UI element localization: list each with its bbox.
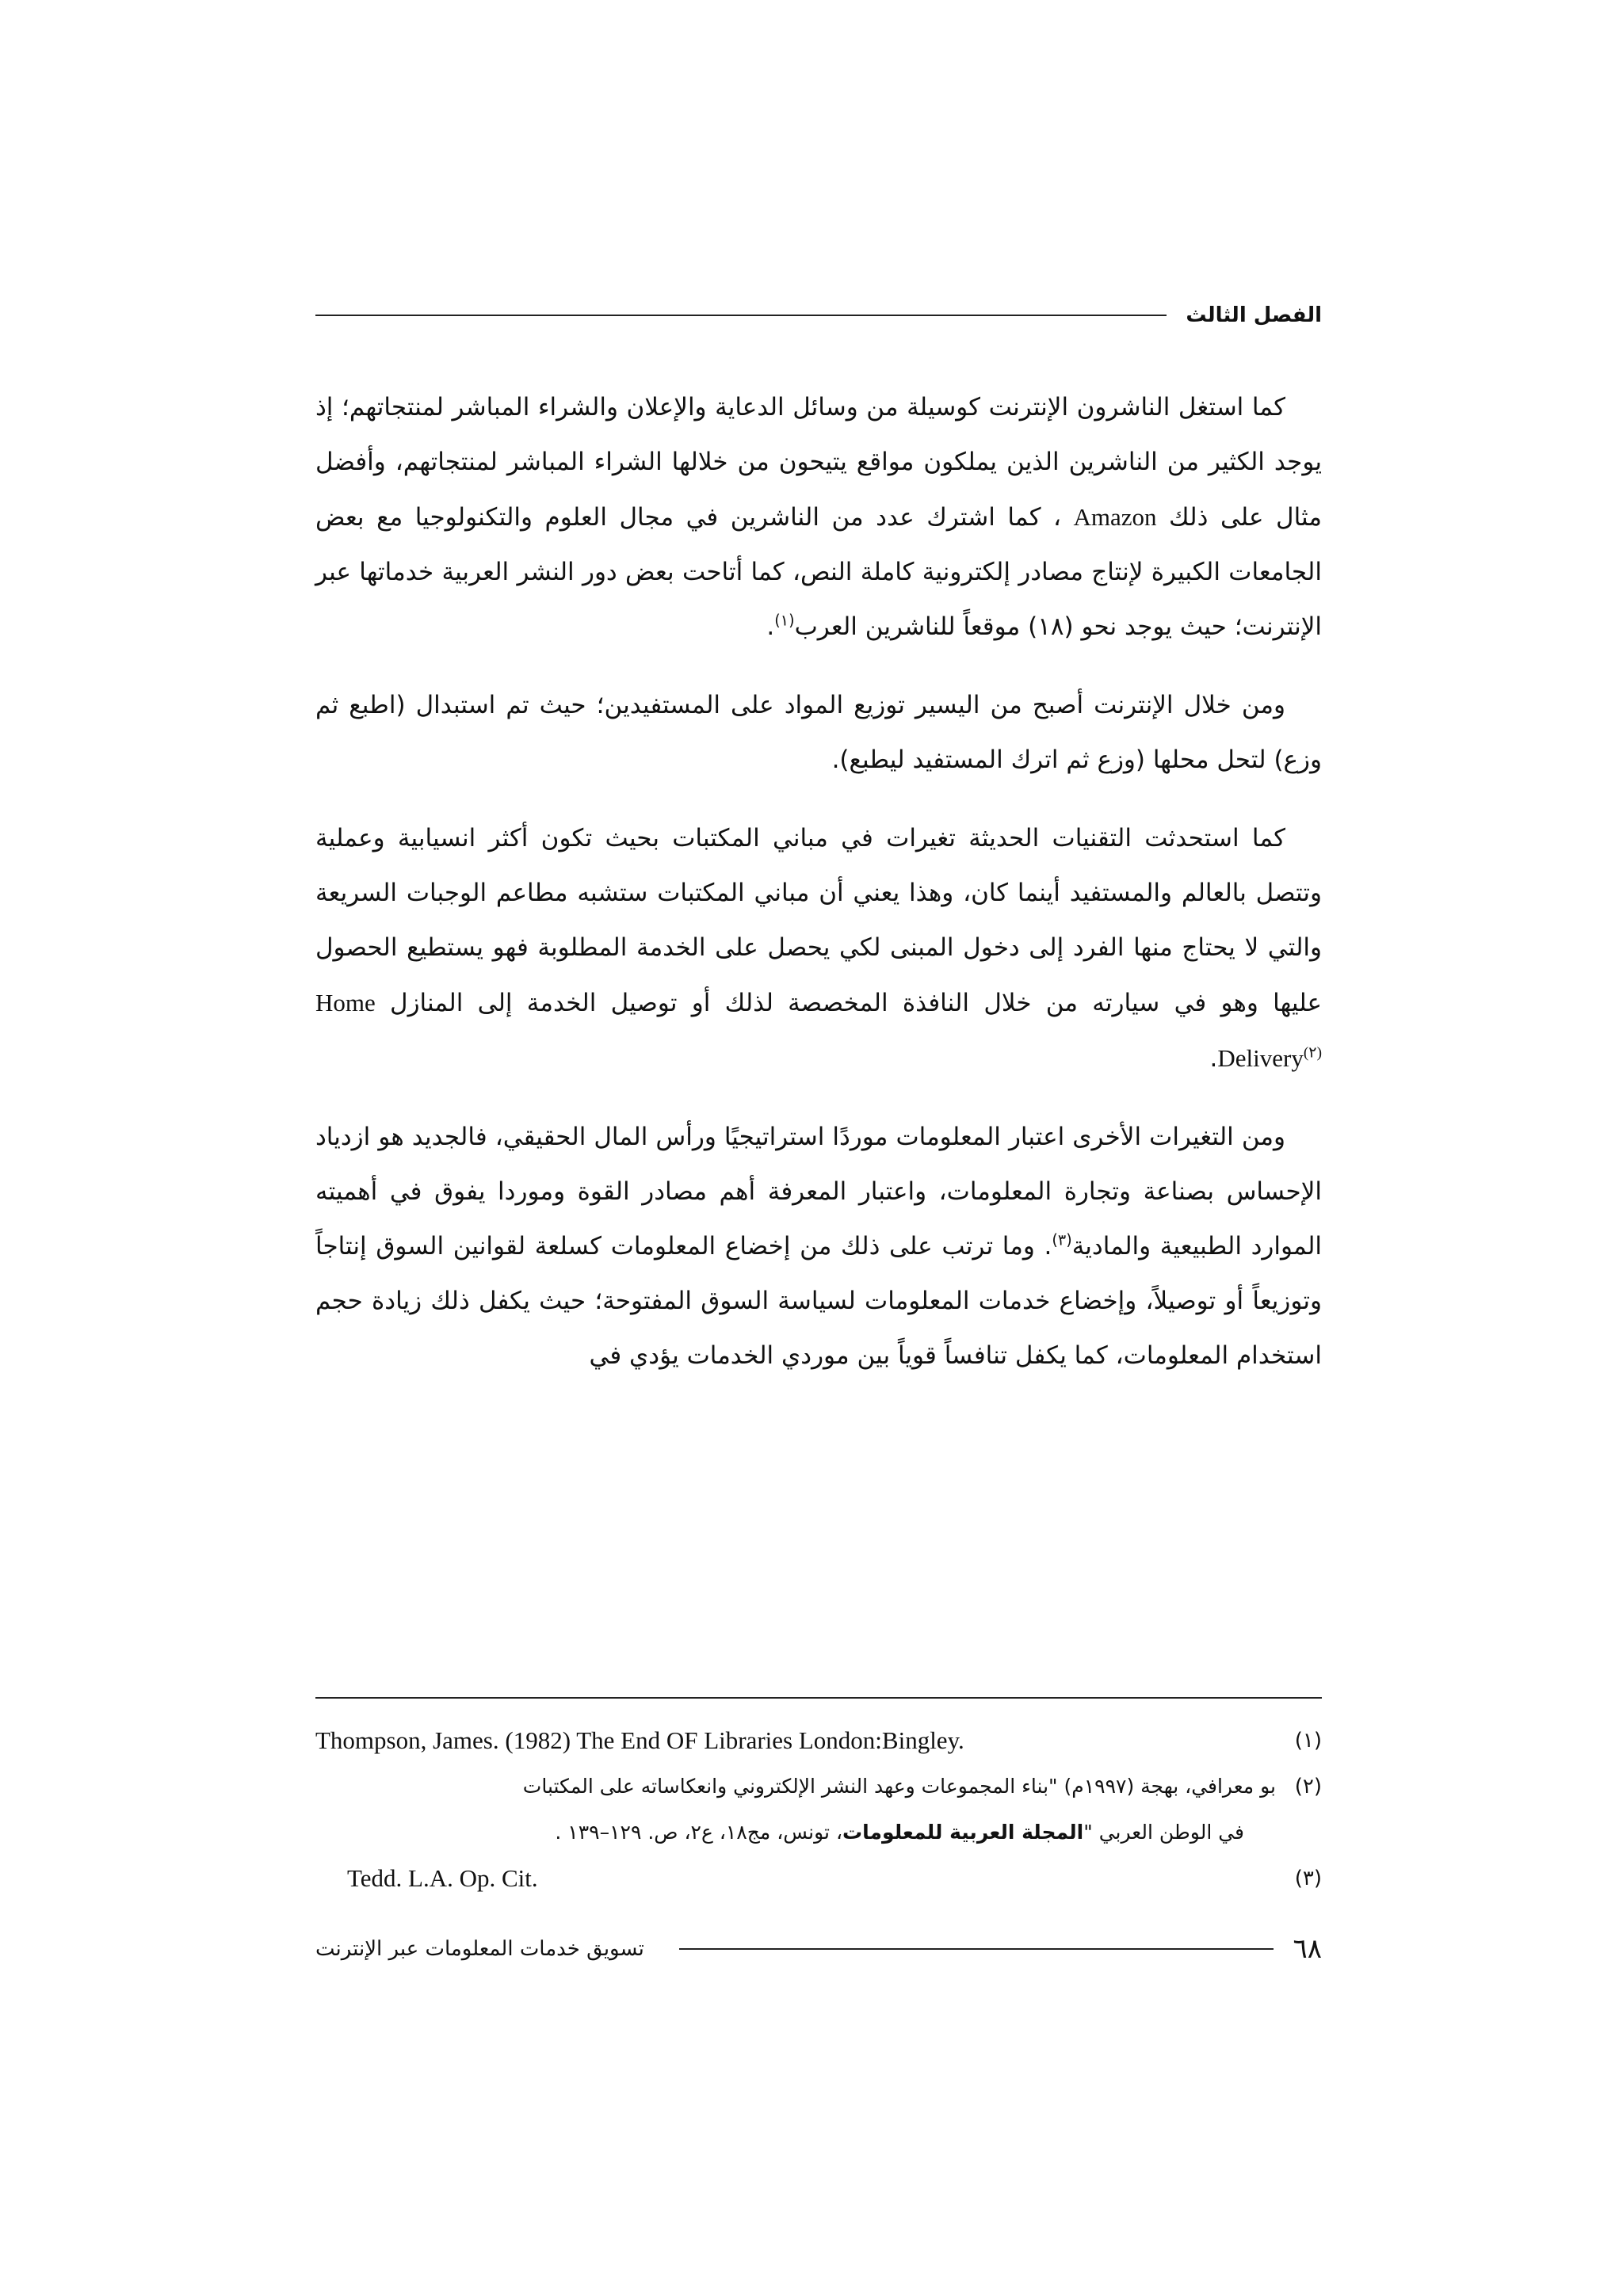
page-number: ٦٨ (1293, 1933, 1322, 1965)
paragraph-1-text-a: كما استغل الناشرون الإنترنت كوسيلة من وسائل الدعاية والإعلان والشراء المباشر لمنتجاتهم؛ إذ يوجد الكثير من الناشرين الذين يملكون مواقع يتيحون من خلالها الشراء المباشر لمنتجاتهم، وأفضل مثال على ذلك (315, 393, 1322, 532)
footnote-ref-1: (١) (774, 611, 795, 630)
paragraph-1 (315, 380, 1322, 654)
home-delivery-label: Home Delivery (315, 989, 1304, 1072)
paragraph-1-text-b: ، كما اشترك عدد من الناشرين في مجال العلوم والتكنولوجيا مع بعض الجامعات الكبيرة لإنتاج مصادر إلكترونية كاملة النص، كما أتاحت بعض دور النشر العربية خدماتها عبر الإنترنت؛ حيث يوجد نحو (١٨) موقعاً للناشرين العرب (315, 503, 1322, 641)
paragraph-4-text-b: . وما ترتب على ذلك من إخضاع المعلومات كسلعة لقوانين السوق إنتاجاً وتوزيعاً أو توصيلاً، وإخضاع خدمات المعلومات لسياسة السوق المفتوحة؛ حيث يكفل ذلك زيادة حجم استخدام المعلومات، كما يكفل تنافساً قوياً بين موردي الخدمات يؤدي في (315, 1232, 1322, 1370)
footnote-1-text: Thompson, James. (1982) The End OF Libraries London:Bingley. (315, 1726, 964, 1754)
footnote-3-text: Tedd. L.A. Op. Cit. (347, 1864, 538, 1892)
footnote-ref-2: (٢) (1303, 1044, 1322, 1062)
paragraph-3 (315, 811, 1322, 1086)
body-text (315, 380, 1322, 1383)
amazon-term: Amazon (1073, 503, 1157, 531)
footnote-1-number: (١) (1294, 1729, 1322, 1753)
footnote-2-post: ، تونس، مج١٨، ع٢، ص. ١٢٩–١٣٩ . (555, 1821, 843, 1844)
footnote-1 (315, 1718, 1322, 1764)
footnote-2-number: (٢) (1294, 1775, 1322, 1798)
footnote-2-pre: في الوطن العربي " (1083, 1821, 1244, 1844)
footnote-3-number: (٣) (1294, 1867, 1322, 1890)
footnote-2-line-1: بو معرافي، بهجة (١٩٩٧م) "بناء المجموعات وعهد النشر الإلكتروني وانعكاساته على المكتبات (522, 1775, 1276, 1798)
footnote-ref-3: (٣) (1052, 1230, 1072, 1249)
paragraph-1-end: . (766, 612, 775, 641)
journal-title: المجلة العربية للمعلومات (842, 1821, 1084, 1844)
running-footer (315, 1933, 1322, 1965)
footnote-2-line-2 (315, 1810, 1276, 1855)
paragraph-4 (315, 1110, 1322, 1383)
footnote-2 (315, 1764, 1322, 1855)
footer-rule (679, 1948, 1274, 1950)
footnote-3 (315, 1855, 1322, 1901)
paragraph-3-text-a: كما استحدثت التقنيات الحديثة تغيرات في مباني المكتبات بحيث تكون أكثر انسيابية وعملية وتتصل بالعالم والمستفيد أينما كان، وهذا يعني أن مباني المكتبات ستشبه مطاعم الوجبات السريعة والتي لا يحتاج منها الفرد إلى دخول المبنى لكي يحصل على الخدمة المطلوبة فهو يستطيع الحصول عليها وهو في سيارته من خلال النافذة المخصصة لذلك أو توصيل الخدمة إلى المنازل (315, 824, 1322, 1017)
footnote-separator (315, 1697, 1322, 1699)
chapter-title: الفصل الثالث (1186, 303, 1322, 327)
footnote-2-text (315, 1764, 1276, 1855)
header-rule (315, 315, 1167, 316)
paragraph-4-text-a: ومن التغيرات الأخرى اعتبار المعلومات موردًا استراتيجيًا ورأس المال الحقيقي، فالجديد هو ازدياد الإحساس بصناعة وتجارة المعلومات، واعتبار المعرفة أهم مصادر القوة وموردا يفوق في أهميته الموارد الطبيعية والمادية (315, 1123, 1322, 1261)
book-title: تسويق خدمات المعلومات عبر الإنترنت (315, 1937, 644, 1961)
paragraph-2: ومن خلال الإنترنت أصبح من اليسير توزيع المواد على المستفيدين؛ حيث تم استبدال (اطبع ثم وزع) لتحل محلها (وزع ثم اترك المستفيد ليطبع). (315, 691, 1322, 774)
footnotes (315, 1718, 1322, 1901)
running-header (315, 303, 1322, 327)
paragraph-3-end: . (1209, 1044, 1218, 1073)
